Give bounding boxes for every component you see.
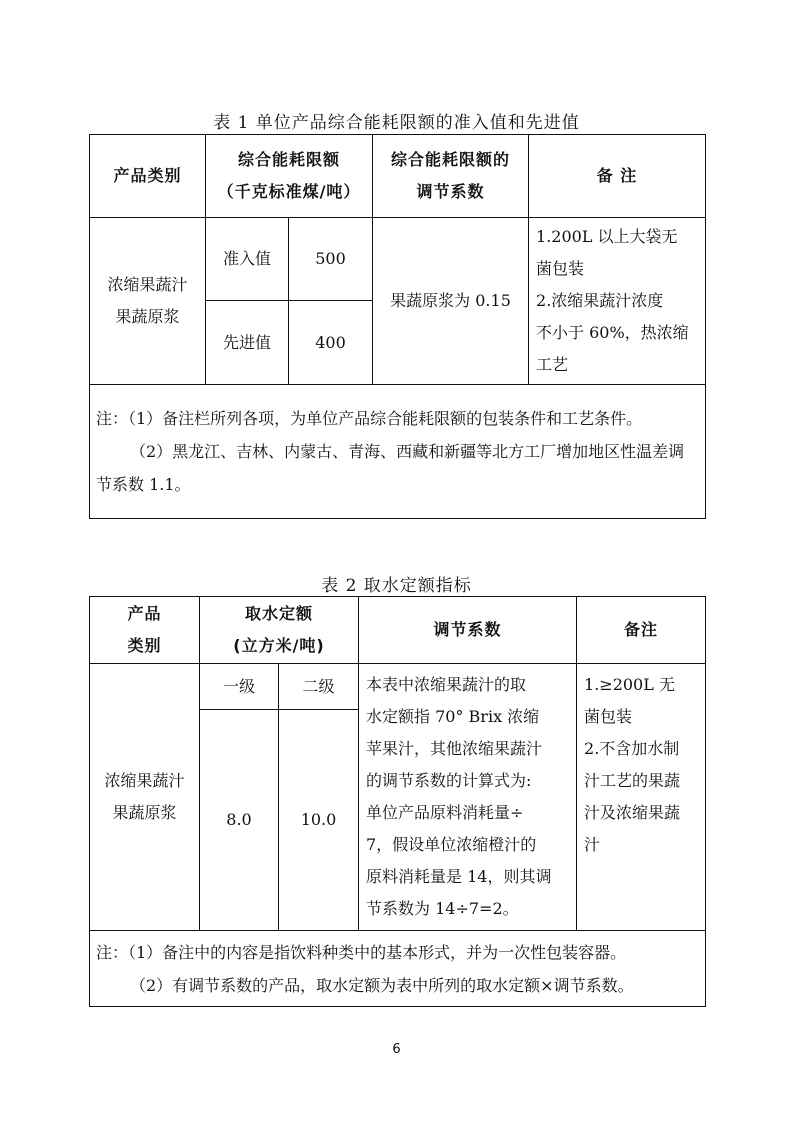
table2-remark-line: 2.不含加水制: [584, 739, 680, 758]
table2-remark-line: 汁工艺的果蔬: [584, 771, 681, 790]
table2-notes: [90, 931, 706, 1007]
table1-header-category: 产品类别: [90, 135, 206, 218]
table2-factor-line: 本表中浓缩果蔬汁的取: [366, 675, 527, 694]
table2-factor: [359, 664, 577, 931]
table2-header-remark: 备注: [577, 597, 706, 664]
table1-header-limit-line2: （千克标准煤/吨）: [217, 182, 361, 201]
table2-category-line1: 浓缩果蔬汁: [104, 771, 185, 790]
table1-remark-line: 菌包装: [536, 259, 585, 278]
table1-advanced-value: 400: [289, 301, 373, 385]
table2-level2-value: 10.0: [279, 710, 359, 931]
table1-caption: 表 1 单位产品综合能耗限额的准入值和先进值: [213, 113, 580, 133]
table1-header-limit-line1: 综合能耗限额: [238, 150, 341, 169]
table2-notes-row: [90, 931, 706, 1007]
table1-remark-line: 工艺: [536, 355, 569, 374]
table1-remark-line: 1.200L 以上大袋无: [536, 227, 678, 246]
table2-factor-line: 7，假设单位浓缩橙汁的: [366, 835, 537, 854]
table1-header-row: [90, 135, 706, 218]
page-number: 6: [392, 1042, 401, 1057]
table2-factor-line: 的调节系数的计算式为:: [366, 771, 532, 790]
table1-header-factor: [373, 135, 529, 218]
table2-header-row: [90, 597, 706, 630]
table2-header-category-line2: 类别: [127, 636, 162, 655]
table1: [89, 134, 706, 519]
table2-factor-line: 单位产品原料消耗量÷: [366, 803, 524, 822]
table2-header-category-line1: 产品: [127, 604, 162, 623]
table2-remark-line: 汁及浓缩果蔬: [584, 803, 681, 822]
table2-factor-line: 原料消耗量是 14，则其调: [366, 867, 552, 886]
table1-note-1: 注：（1）备注栏所列各项，为单位产品综合能耗限额的包装条件和工艺条件。: [96, 409, 643, 428]
table2-header-category: [90, 597, 200, 664]
table1-notes-row: [90, 385, 706, 519]
table2-factor-line: 苹果汁，其他浓缩果蔬汁: [366, 739, 543, 758]
table2-remark-line: 汁: [584, 835, 601, 854]
table1-entry-label: 准入值: [206, 218, 289, 301]
table1-remark-line: 不小于 60%，热浓缩: [536, 323, 689, 342]
table2-remark-line: 菌包装: [584, 707, 633, 726]
table1-remark: [529, 218, 706, 385]
table2-category: [90, 664, 200, 931]
table1-factor: 果蔬原浆为 0.15: [373, 218, 529, 385]
table2-remark-line: 1.≥200L 无: [584, 675, 675, 694]
table2-header-quota: [200, 597, 359, 664]
table2-subheader-row: [90, 664, 706, 710]
table2-note-1: 注：（1）备注中的内容是指饮料种类中的基本形式，并为一次性包装容器。: [96, 942, 627, 962]
table1-category-line2: 果蔬原浆: [115, 307, 180, 326]
table2-level2-label: 二级: [279, 664, 359, 710]
table2-header-quota-line2: (立方米/吨): [233, 636, 325, 655]
table1-notes: [90, 385, 706, 519]
table1-category-line1: 浓缩果蔬汁: [107, 275, 188, 294]
table2-note-2: （2）有调节系数的产品，取水定额为表中所列的取水定额×调节系数。: [130, 975, 634, 995]
table2-factor-line: 水定额指 70° Brix 浓缩: [366, 707, 540, 726]
table2-level1-label: 一级: [200, 664, 279, 710]
table1-entry-value: 500: [289, 218, 373, 301]
table1-note-2: （2）黑龙江、吉林、内蒙古、青海、西藏和新疆等北方工厂增加地区性温差调节系数 1.1。: [96, 442, 685, 494]
table2-level1-value: 8.0: [200, 710, 279, 931]
table2-category-line2: 果蔬原浆: [112, 803, 177, 822]
table1-advanced-label: 先进值: [206, 301, 289, 385]
table2-factor-line: 节系数为 14÷7=2。: [366, 899, 519, 918]
table1-category: [90, 218, 206, 385]
table1-header-limit: [206, 135, 373, 218]
table1-header-factor-line1: 综合能耗限额的: [391, 150, 511, 169]
table1-remark-line: 2.浓缩果蔬汁浓度: [536, 291, 664, 310]
table2-caption: 表 2 取水定额指标: [321, 576, 472, 596]
table1-header-factor-line2: 调节系数: [416, 182, 485, 201]
table1-data-row: [90, 218, 706, 301]
table1-header-remark: 备 注: [529, 135, 706, 218]
table2-header-quota-line1: 取水定额: [245, 604, 314, 623]
table2: [89, 596, 706, 1007]
table2-remark: [577, 664, 706, 931]
table2-header-factor: 调节系数: [359, 597, 577, 664]
